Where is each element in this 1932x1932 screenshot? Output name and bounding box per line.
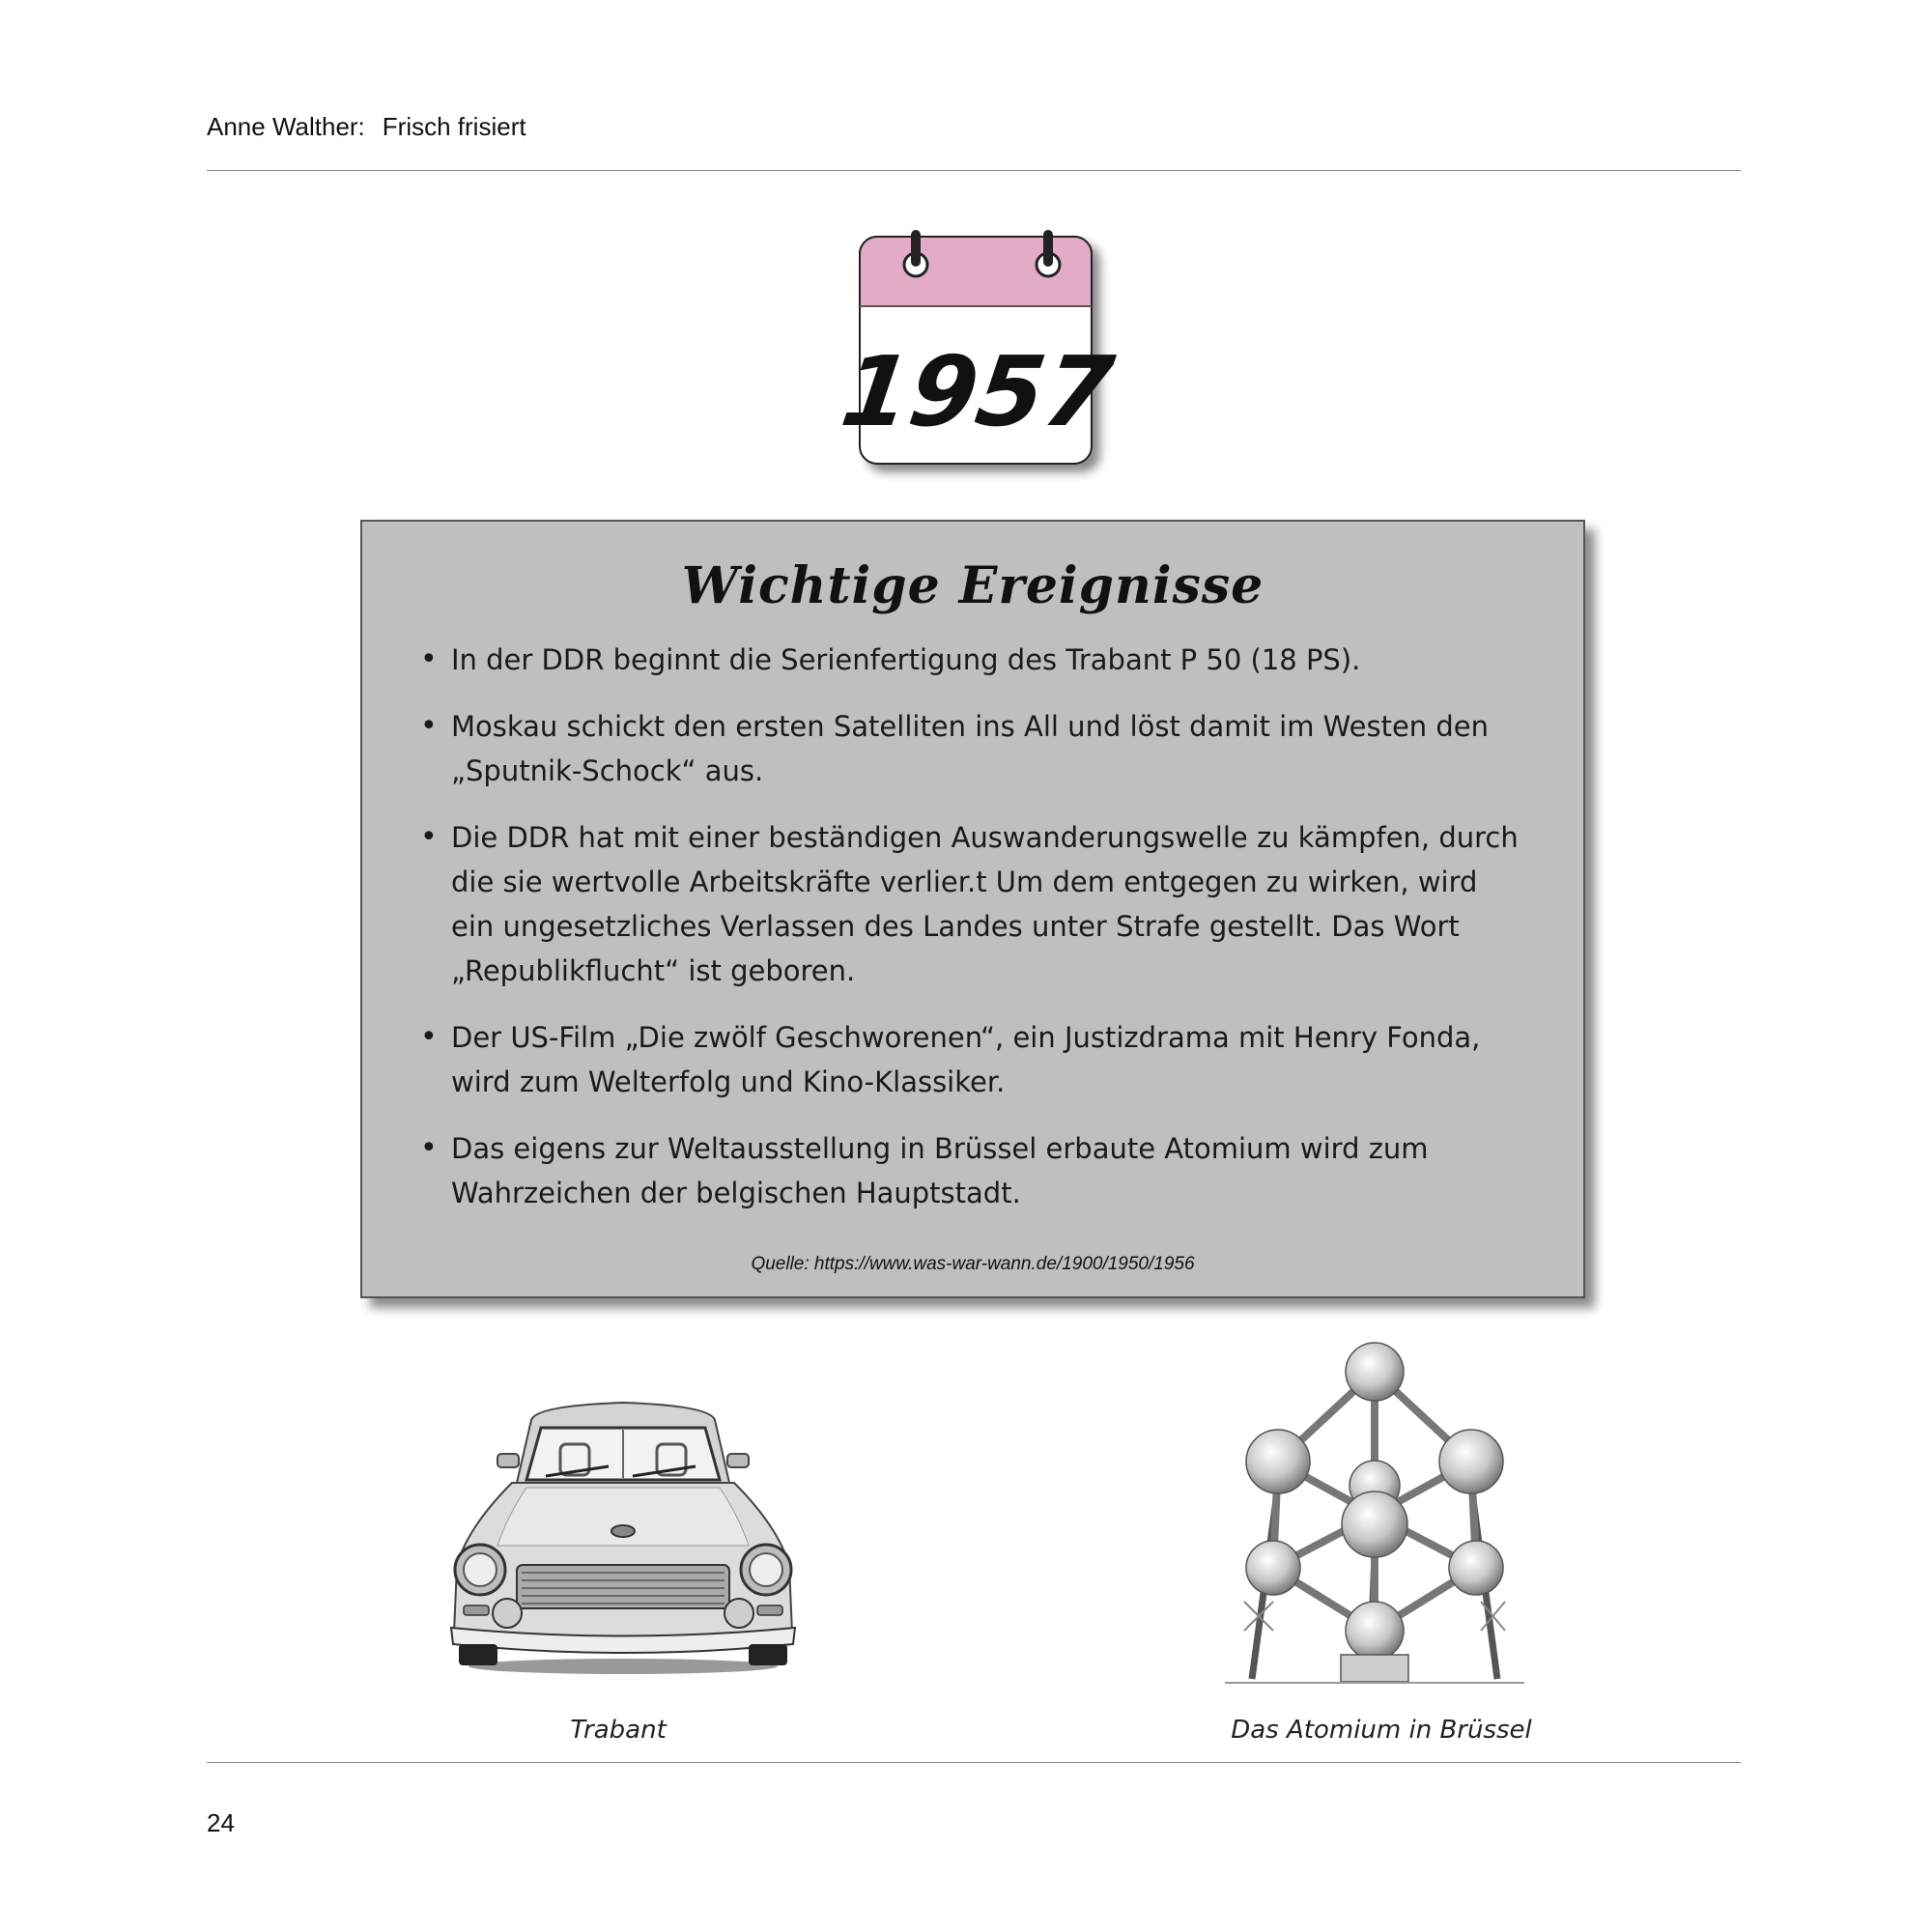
events-title: Wichtige Ereignisse bbox=[681, 556, 1264, 615]
list-item: • Der US-Film „Die zwölf Geschworenen“, ein Justizdrama mit Henry Fonda, wird zum Welterfolg und Kino-Klassiker. bbox=[420, 1020, 1481, 1098]
event-text: Die DDR hat mit einer beständigen Auswanderungswelle zu kämpfen, durch die sie wertvolle Arbeitskräfte verlier.t Um dem entgegen zu wirken, wird ein ungesetzliches Verlassen des Landes unter Strafe gestellt. Das Wort „Republikflucht“ ist geboren. bbox=[451, 821, 1519, 987]
trabant-caption: Trabant bbox=[570, 1716, 667, 1745]
events-list bbox=[420, 638, 1521, 1237]
source-citation: Quelle: https://www.was-war-wann.de/1900/1950/1956 bbox=[751, 1254, 1195, 1274]
list-item: • Moskau schickt den ersten Satelliten ins All und löst damit im Westen den „Sputnik-Schock“ aus. bbox=[420, 709, 1490, 787]
list-item: • Das eigens zur Weltausstellung in Brüssel erbaute Atomium wird zum Wahrzeichen der belgischen Hauptstadt. bbox=[420, 1131, 1429, 1209]
header-title: Frisch frisiert bbox=[382, 112, 526, 141]
event-text: Moskau schickt den ersten Satelliten ins All und löst damit im Westen den „Sputnik-Schock“ aus. bbox=[451, 710, 1490, 787]
atomium-caption: Das Atomium in Brüssel bbox=[1231, 1716, 1532, 1745]
header-rule bbox=[207, 170, 1741, 171]
running-header bbox=[207, 112, 526, 142]
list-item: • Die DDR hat mit einer beständigen Auswanderungswelle zu kämpfen, durch die sie wertvolle Arbeitskräfte verlier.t Um dem entgegen zu wirken, wird ein ungesetzliches Verlassen des Landes unter Strafe gestellt. Das Wort „Republikflucht“ ist geboren. bbox=[420, 820, 1519, 987]
calendar-year: 1957 bbox=[835, 335, 1121, 448]
atomium-image bbox=[1225, 1312, 1524, 1689]
trabant-image bbox=[440, 1391, 807, 1681]
header-author: Anne Walther: bbox=[207, 112, 365, 141]
footer-rule bbox=[207, 1762, 1741, 1763]
event-text: In der DDR beginnt die Serienfertigung des Trabant P 50 (18 PS). bbox=[451, 643, 1361, 676]
calendar-icon bbox=[835, 232, 1121, 478]
event-text: Das eigens zur Weltausstellung in Brüssel erbaute Atomium wird zum Wahrzeichen der belgischen Hauptstadt. bbox=[451, 1132, 1429, 1209]
event-text: Der US-Film „Die zwölf Geschworenen“, ein Justizdrama mit Henry Fonda, wird zum Welterfolg und Kino-Klassiker. bbox=[451, 1021, 1481, 1098]
page-number: 24 bbox=[207, 1808, 235, 1837]
list-item: • In der DDR beginnt die Serienfertigung des Trabant P 50 (18 PS). bbox=[420, 642, 1361, 676]
events-box bbox=[360, 520, 1585, 1298]
